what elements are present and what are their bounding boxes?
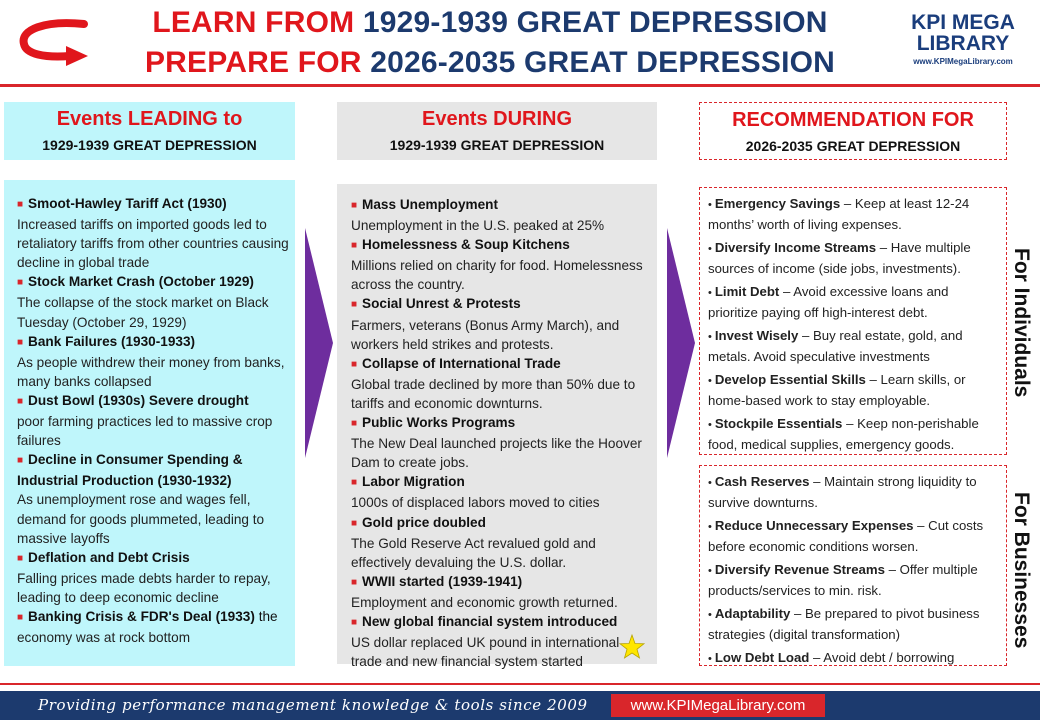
bullet-icon: • xyxy=(708,609,712,621)
item-title: Smoot-Hawley Tariff Act (1930) xyxy=(28,196,227,211)
bullet-icon: • xyxy=(708,199,712,211)
list-item xyxy=(708,604,1000,644)
logo-line-2: LIBRARY xyxy=(916,32,1010,55)
item-title: Cash Reserves xyxy=(714,474,810,489)
item-desc: economy was at rock bottom xyxy=(17,630,191,646)
list-item xyxy=(351,472,651,512)
item-title: Deflation and Debt Crisis xyxy=(28,549,190,565)
list-item xyxy=(17,607,289,647)
recommendation-header xyxy=(699,102,1007,160)
item-title: Reduce Unnecessary Expenses xyxy=(714,518,914,533)
item-title: Social Unrest & Protests xyxy=(362,296,521,312)
item-title: Mass Unemployment xyxy=(362,197,499,212)
item-desc: Falling prices made debts harder to repay, leading to deep economic decline xyxy=(17,570,271,605)
title-line-2-period: 2026-2035 GREAT DEPRESSION xyxy=(370,46,836,79)
item-desc: – Keep non-perishable food, medical supplies, emergency goods. xyxy=(708,416,979,452)
list-item xyxy=(351,354,651,413)
logo-url: www.KPIMegaLibrary.com xyxy=(913,57,1013,66)
bullet-icon: • xyxy=(708,653,712,665)
list-item xyxy=(351,195,651,235)
item-title: Develop Essential Skills xyxy=(714,372,866,387)
header-divider xyxy=(0,84,1040,87)
for-businesses-label: For Businesses xyxy=(1010,492,1033,649)
title-line-1-period: 1929-1939 GREAT DEPRESSION xyxy=(362,6,828,39)
during-header xyxy=(337,102,657,160)
item-desc: – Avoid debt / borrowing xyxy=(809,650,955,665)
item-title: Diversify Income Streams xyxy=(714,240,877,255)
item-title: Stockpile Essentials xyxy=(714,416,843,431)
leading-header-subtitle: 1929-1939 GREAT DEPRESSION xyxy=(42,137,257,153)
list-item xyxy=(708,414,1000,454)
list-item xyxy=(708,516,1000,556)
leading-header-title: Events LEADING to xyxy=(56,108,243,130)
during-header-title: Events DURING xyxy=(421,108,573,130)
item-desc: Millions relied on charity for food. Homelessness across the country. xyxy=(351,258,643,293)
bullet-icon: ■ xyxy=(17,611,24,623)
chevron-right-icon xyxy=(667,228,695,458)
bullet-icon: ■ xyxy=(351,477,358,489)
list-item xyxy=(708,238,1000,278)
for-individuals-label: For Individuals xyxy=(1010,248,1033,398)
bullet-icon: ■ xyxy=(17,455,24,467)
item-desc: – Keep at least 12-24 months’ worth of living expenses. xyxy=(708,196,970,232)
item-desc: Global trade declined by more than 50% due to tariffs and economic downturns. xyxy=(351,376,636,411)
item-desc: 1000s of displaced labors moved to cities xyxy=(351,495,600,511)
item-desc: US dollar replaced UK pound in international trade and new financial system started xyxy=(351,635,620,670)
recommendation-header-subtitle: 2026-2035 GREAT DEPRESSION xyxy=(745,138,961,154)
item-desc: The New Deal launched projects like the Hoover Dam to create jobs. xyxy=(351,436,642,471)
item-title: Homelessness & Soup Kitchens xyxy=(362,237,570,253)
item-title: Invest Wisely xyxy=(714,328,799,343)
item-title: New global financial system introduced xyxy=(362,613,618,629)
footer-divider xyxy=(0,683,1040,685)
list-item xyxy=(351,572,651,612)
list-item xyxy=(708,194,1000,234)
title-line-1-lead: LEARN FROM xyxy=(152,6,355,39)
list-item xyxy=(708,326,1000,366)
bullet-icon: • xyxy=(708,331,712,343)
bullet-icon: ■ xyxy=(351,418,358,430)
bullet-icon: ■ xyxy=(351,576,358,588)
bullet-icon: ■ xyxy=(17,277,24,289)
list-item xyxy=(351,235,651,294)
bullet-icon: • xyxy=(708,521,712,533)
item-title: Diversify Revenue Streams xyxy=(714,562,885,577)
bullet-icon: ■ xyxy=(351,358,358,370)
list-item xyxy=(708,282,1000,322)
bullet-icon: ■ xyxy=(351,517,358,529)
list-item xyxy=(708,472,1000,512)
item-title: Public Works Programs xyxy=(362,415,516,431)
list-item xyxy=(351,612,651,671)
list-item xyxy=(351,413,651,472)
bullet-icon: • xyxy=(708,565,712,577)
item-desc: – Avoid excessive loans and prioritize paying off high-interest debt. xyxy=(708,284,949,320)
item-desc: Unemployment in the U.S. peaked at 25% xyxy=(351,218,605,234)
item-desc: – Cut costs before economic conditions worsen. xyxy=(708,518,984,554)
star-icon xyxy=(619,634,645,660)
bullet-icon: ■ xyxy=(351,616,358,628)
item-desc: – Offer multiple products/services to min. risk. xyxy=(708,562,978,598)
bullet-icon: ■ xyxy=(351,200,358,211)
item-desc: – Be prepared to pivot business strategies (digital transformation) xyxy=(708,606,980,642)
item-title: Labor Migration xyxy=(362,474,465,490)
bullet-icon: ■ xyxy=(17,395,24,407)
item-desc: – Learn skills, or home-based work to stay employable. xyxy=(708,372,966,408)
list-item xyxy=(17,272,289,331)
list-item xyxy=(708,648,1000,669)
logo-line-1: KPI MEGA xyxy=(911,11,1015,34)
businesses-recommendations xyxy=(699,465,1007,666)
item-title: WWII started (1939-1941) xyxy=(362,573,523,589)
item-desc: – Have multiple sources of income (side jobs, investments). xyxy=(708,240,971,276)
bullet-icon: • xyxy=(708,243,712,255)
footer-tagline: Providing performance management knowledge & tools since 2009 xyxy=(38,696,588,714)
item-title: Stock Market Crash (October 1929) xyxy=(28,274,254,290)
item-desc: Employment and economic growth returned. xyxy=(351,594,618,610)
bullet-icon: ■ xyxy=(351,240,358,252)
bullet-icon: • xyxy=(708,287,712,299)
list-item xyxy=(17,450,289,547)
list-item xyxy=(17,548,289,607)
bullet-icon: ■ xyxy=(17,552,24,564)
item-desc: Farmers, veterans (Bonus Army March), and workers held strikes and protests. xyxy=(351,317,620,352)
item-desc: – Buy real estate, gold, and metals. Avoid speculative investments xyxy=(708,328,963,364)
list-item xyxy=(708,370,1000,410)
leading-header xyxy=(4,102,295,160)
bullet-icon: • xyxy=(708,477,712,489)
item-title: Low Debt Load xyxy=(714,650,810,665)
bullet-icon: ■ xyxy=(17,199,24,210)
item-desc: Increased tariffs on imported goods led to retaliatory tariffs from other countries causing decline in global trade xyxy=(17,217,289,271)
list-item xyxy=(17,194,289,272)
during-events-panel xyxy=(337,184,657,670)
item-title: Collapse of International Trade xyxy=(362,355,561,371)
item-desc: The collapse of the stock market on Black Tuesday (October 29, 1929) xyxy=(17,295,269,330)
item-title: Limit Debt xyxy=(714,284,780,299)
item-title: Adaptability xyxy=(714,606,791,621)
list-item xyxy=(708,560,1000,600)
item-desc-inline: the xyxy=(258,608,278,624)
item-title: Dust Bowl (1930s) Severe drought xyxy=(28,392,249,408)
curved-arrow-icon xyxy=(14,18,96,68)
item-desc: – Maintain strong liquidity to survive downturns. xyxy=(708,474,977,510)
bullet-icon: ■ xyxy=(351,299,358,311)
leading-events-panel xyxy=(4,180,295,666)
chevron-right-icon xyxy=(305,228,333,458)
during-header-subtitle: 1929-1939 GREAT DEPRESSION xyxy=(389,137,605,153)
title-line-1 xyxy=(110,6,870,40)
item-desc: poor farming practices led to massive crop failures xyxy=(17,414,273,449)
item-desc: As people withdrew their money from banks, many banks collapsed xyxy=(17,354,285,389)
item-title: Emergency Savings xyxy=(714,196,841,211)
recommendation-header-title: RECOMMENDATION FOR xyxy=(732,109,974,131)
item-desc: The Gold Reserve Act revalued gold and effectively devaluing the U.S. dollar. xyxy=(351,535,596,570)
list-item xyxy=(17,332,289,391)
list-item xyxy=(351,513,651,572)
item-title: Banking Crisis & FDR's Deal (1933) xyxy=(28,608,255,624)
footer-bar xyxy=(0,691,1040,720)
individuals-recommendations xyxy=(699,187,1007,455)
item-title: Bank Failures (1930-1933) xyxy=(28,333,196,349)
title-line-2 xyxy=(110,46,870,80)
title-line-2-lead: PREPARE FOR xyxy=(144,46,362,79)
item-title: Gold price doubled xyxy=(362,514,486,530)
footer-website-link[interactable]: www.KPIMegaLibrary.com xyxy=(611,694,825,717)
bullet-icon: • xyxy=(708,419,712,431)
list-item xyxy=(17,391,289,450)
list-item xyxy=(351,294,651,353)
bullet-icon: ■ xyxy=(17,336,24,348)
item-title: Decline in Consumer Spending & Industrial Production (1930-1932) xyxy=(17,452,243,489)
bullet-icon: • xyxy=(708,375,712,387)
item-desc: As unemployment rose and wages fell, demand for goods plummeted, leading to massive layoffs xyxy=(17,492,265,546)
kpi-logo[interactable] xyxy=(897,7,1029,71)
